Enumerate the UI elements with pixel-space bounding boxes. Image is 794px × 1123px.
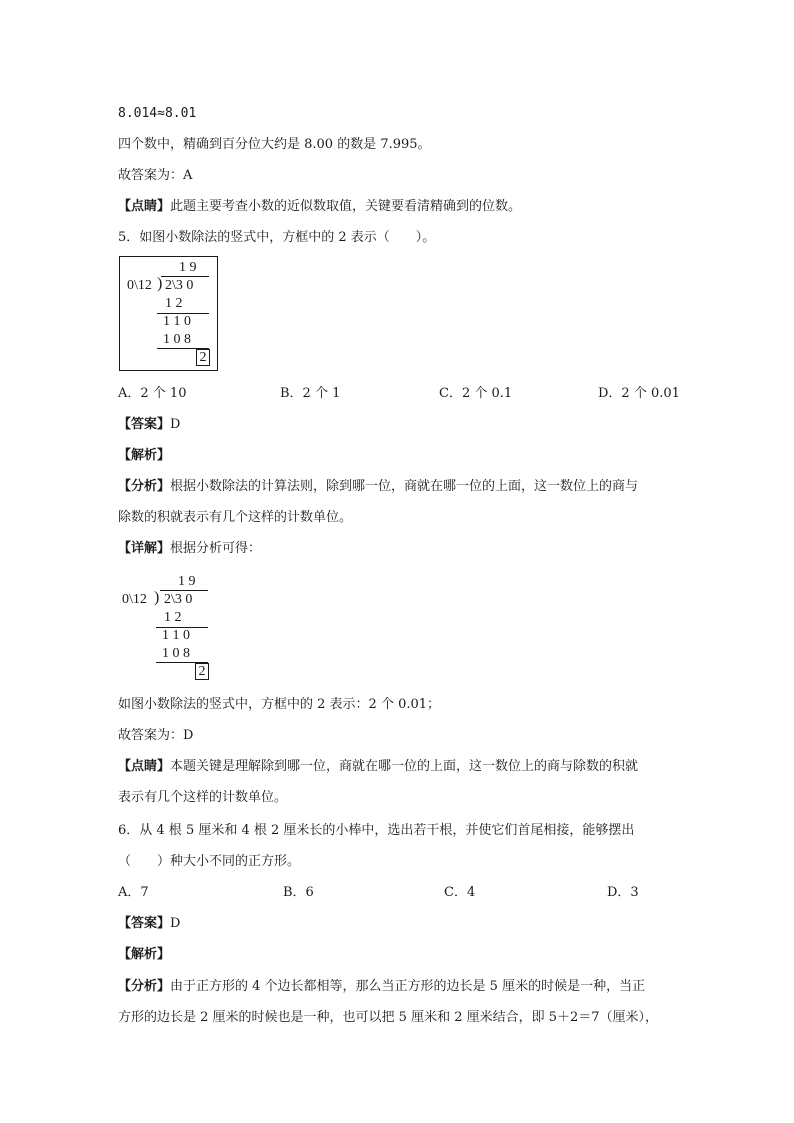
q6-answer-value: D — [170, 916, 181, 931]
step-3: 1 0 8 — [163, 332, 191, 347]
q5-xiangjie-tag: 【详解】 — [118, 541, 171, 556]
dianjing-text: 此题主要考查小数的近似数取值，关键要看清精确到的位数。 — [170, 199, 522, 214]
dividend: 2\3 0 — [165, 278, 194, 293]
q5-dianjing-tag: 【点睛】 — [118, 759, 171, 774]
q6-option-d: D．3 — [607, 885, 639, 900]
q6-fenxi-line-2: 方形的边长是 2 厘米的时候也是一种，也可以把 5 厘米和 2 厘米结合，即 5＋2＝7（厘米）， — [118, 1010, 659, 1025]
q6-fenxi-line-1 — [118, 978, 645, 996]
q5-answer-tag: 【答案】 — [118, 417, 171, 432]
q5-analysis-tag: 【解析】 — [118, 448, 171, 463]
remainder-box: 2 — [196, 349, 210, 366]
q6-option-c: C．4 — [444, 885, 476, 900]
division-bracket: ) — [157, 275, 163, 292]
q5-option-a: A．2 个 10 — [118, 386, 187, 401]
q5-fenxi-line-1 — [118, 478, 638, 496]
question-6-line-2: （ ）种大小不同的正方形。 — [118, 854, 301, 869]
q5-fenxi-line-2: 除数的积就表示有几个这样的计数单位。 — [118, 510, 353, 525]
q5-answer — [118, 416, 180, 434]
step-1-2: 1 2 — [164, 610, 182, 625]
answer-line: 故答案为：A — [118, 168, 193, 183]
dianjing-line — [118, 198, 521, 216]
step-1: 1 2 — [165, 296, 183, 311]
q6-answer — [118, 915, 180, 933]
q6-fenxi-tag: 【分析】 — [118, 979, 171, 994]
division-bracket-2: ) — [154, 589, 160, 606]
divisor-2: 0\12 — [122, 592, 147, 607]
step-3-2: 1 0 8 — [162, 646, 190, 661]
division-figure-2 — [116, 570, 216, 684]
q5-fenxi-text-1: 根据小数除法的计算法则，除到哪一位，商就在哪一位的上面，这一数位上的商与 — [170, 479, 639, 494]
q5-option-c: C．2 个 0.1 — [439, 386, 513, 401]
q6-option-b: B．6 — [283, 885, 314, 900]
q5-fenxi-tag: 【分析】 — [118, 479, 171, 494]
division-bar — [161, 276, 209, 277]
quotient-2: 1 9 — [178, 574, 196, 589]
q6-fenxi-text-1: 由于正方形的 4 个边长都相等，那么当正方形的边长是 5 厘米的时候是一种，当正 — [170, 979, 646, 994]
q5-option-b: B．2 个 1 — [280, 386, 341, 401]
q5-conclusion: 如图小数除法的竖式中，方框中的 2 表示：2 个 0.01； — [118, 697, 441, 712]
dianjing-tag: 【点睛】 — [118, 199, 171, 214]
q6-answer-tag: 【答案】 — [118, 916, 171, 931]
remainder-box-2: 2 — [195, 663, 209, 680]
step-2-2: 1 1 0 — [162, 628, 190, 643]
divisor: 0\12 — [127, 278, 152, 293]
q5-dianjing-text-1: 本题关键是理解除到哪一位，商就在哪一位的上面，这一数位上的商与除数的积就 — [170, 759, 639, 774]
q5-dianjing-line-2: 表示有几个这样的计数单位。 — [118, 790, 288, 805]
dividend-2: 2\3 0 — [164, 592, 193, 607]
q5-dianjing-line-1 — [118, 758, 638, 776]
q5-xiangjie-text: 根据分析可得： — [170, 541, 262, 556]
q6-analysis-tag: 【解析】 — [118, 947, 171, 962]
q5-option-d: D．2 个 0.01 — [598, 386, 680, 401]
step-2: 1 1 0 — [163, 314, 191, 329]
question-6-line-1: 6．从 4 根 5 厘米和 4 根 2 厘米长的小棒中，选出若干根，并使它们首尾相接，能够摆出 — [118, 823, 635, 838]
quotient: 1 9 — [179, 260, 197, 275]
approx-line: 8.014≈8.01 — [118, 106, 197, 121]
q5-final: 故答案为：D — [118, 728, 194, 743]
question-5: 5．如图小数除法的竖式中，方框中的 2 表示（ ）。 — [118, 230, 436, 245]
q6-option-a: A．7 — [118, 885, 149, 900]
division-figure-1 — [119, 256, 217, 370]
division-bar-2 — [160, 590, 208, 591]
q5-answer-value: D — [170, 417, 181, 432]
summary-line: 四个数中，精确到百分位大约是 8.00 的数是 7.995。 — [118, 137, 431, 152]
q5-xiangjie-line — [118, 540, 261, 558]
